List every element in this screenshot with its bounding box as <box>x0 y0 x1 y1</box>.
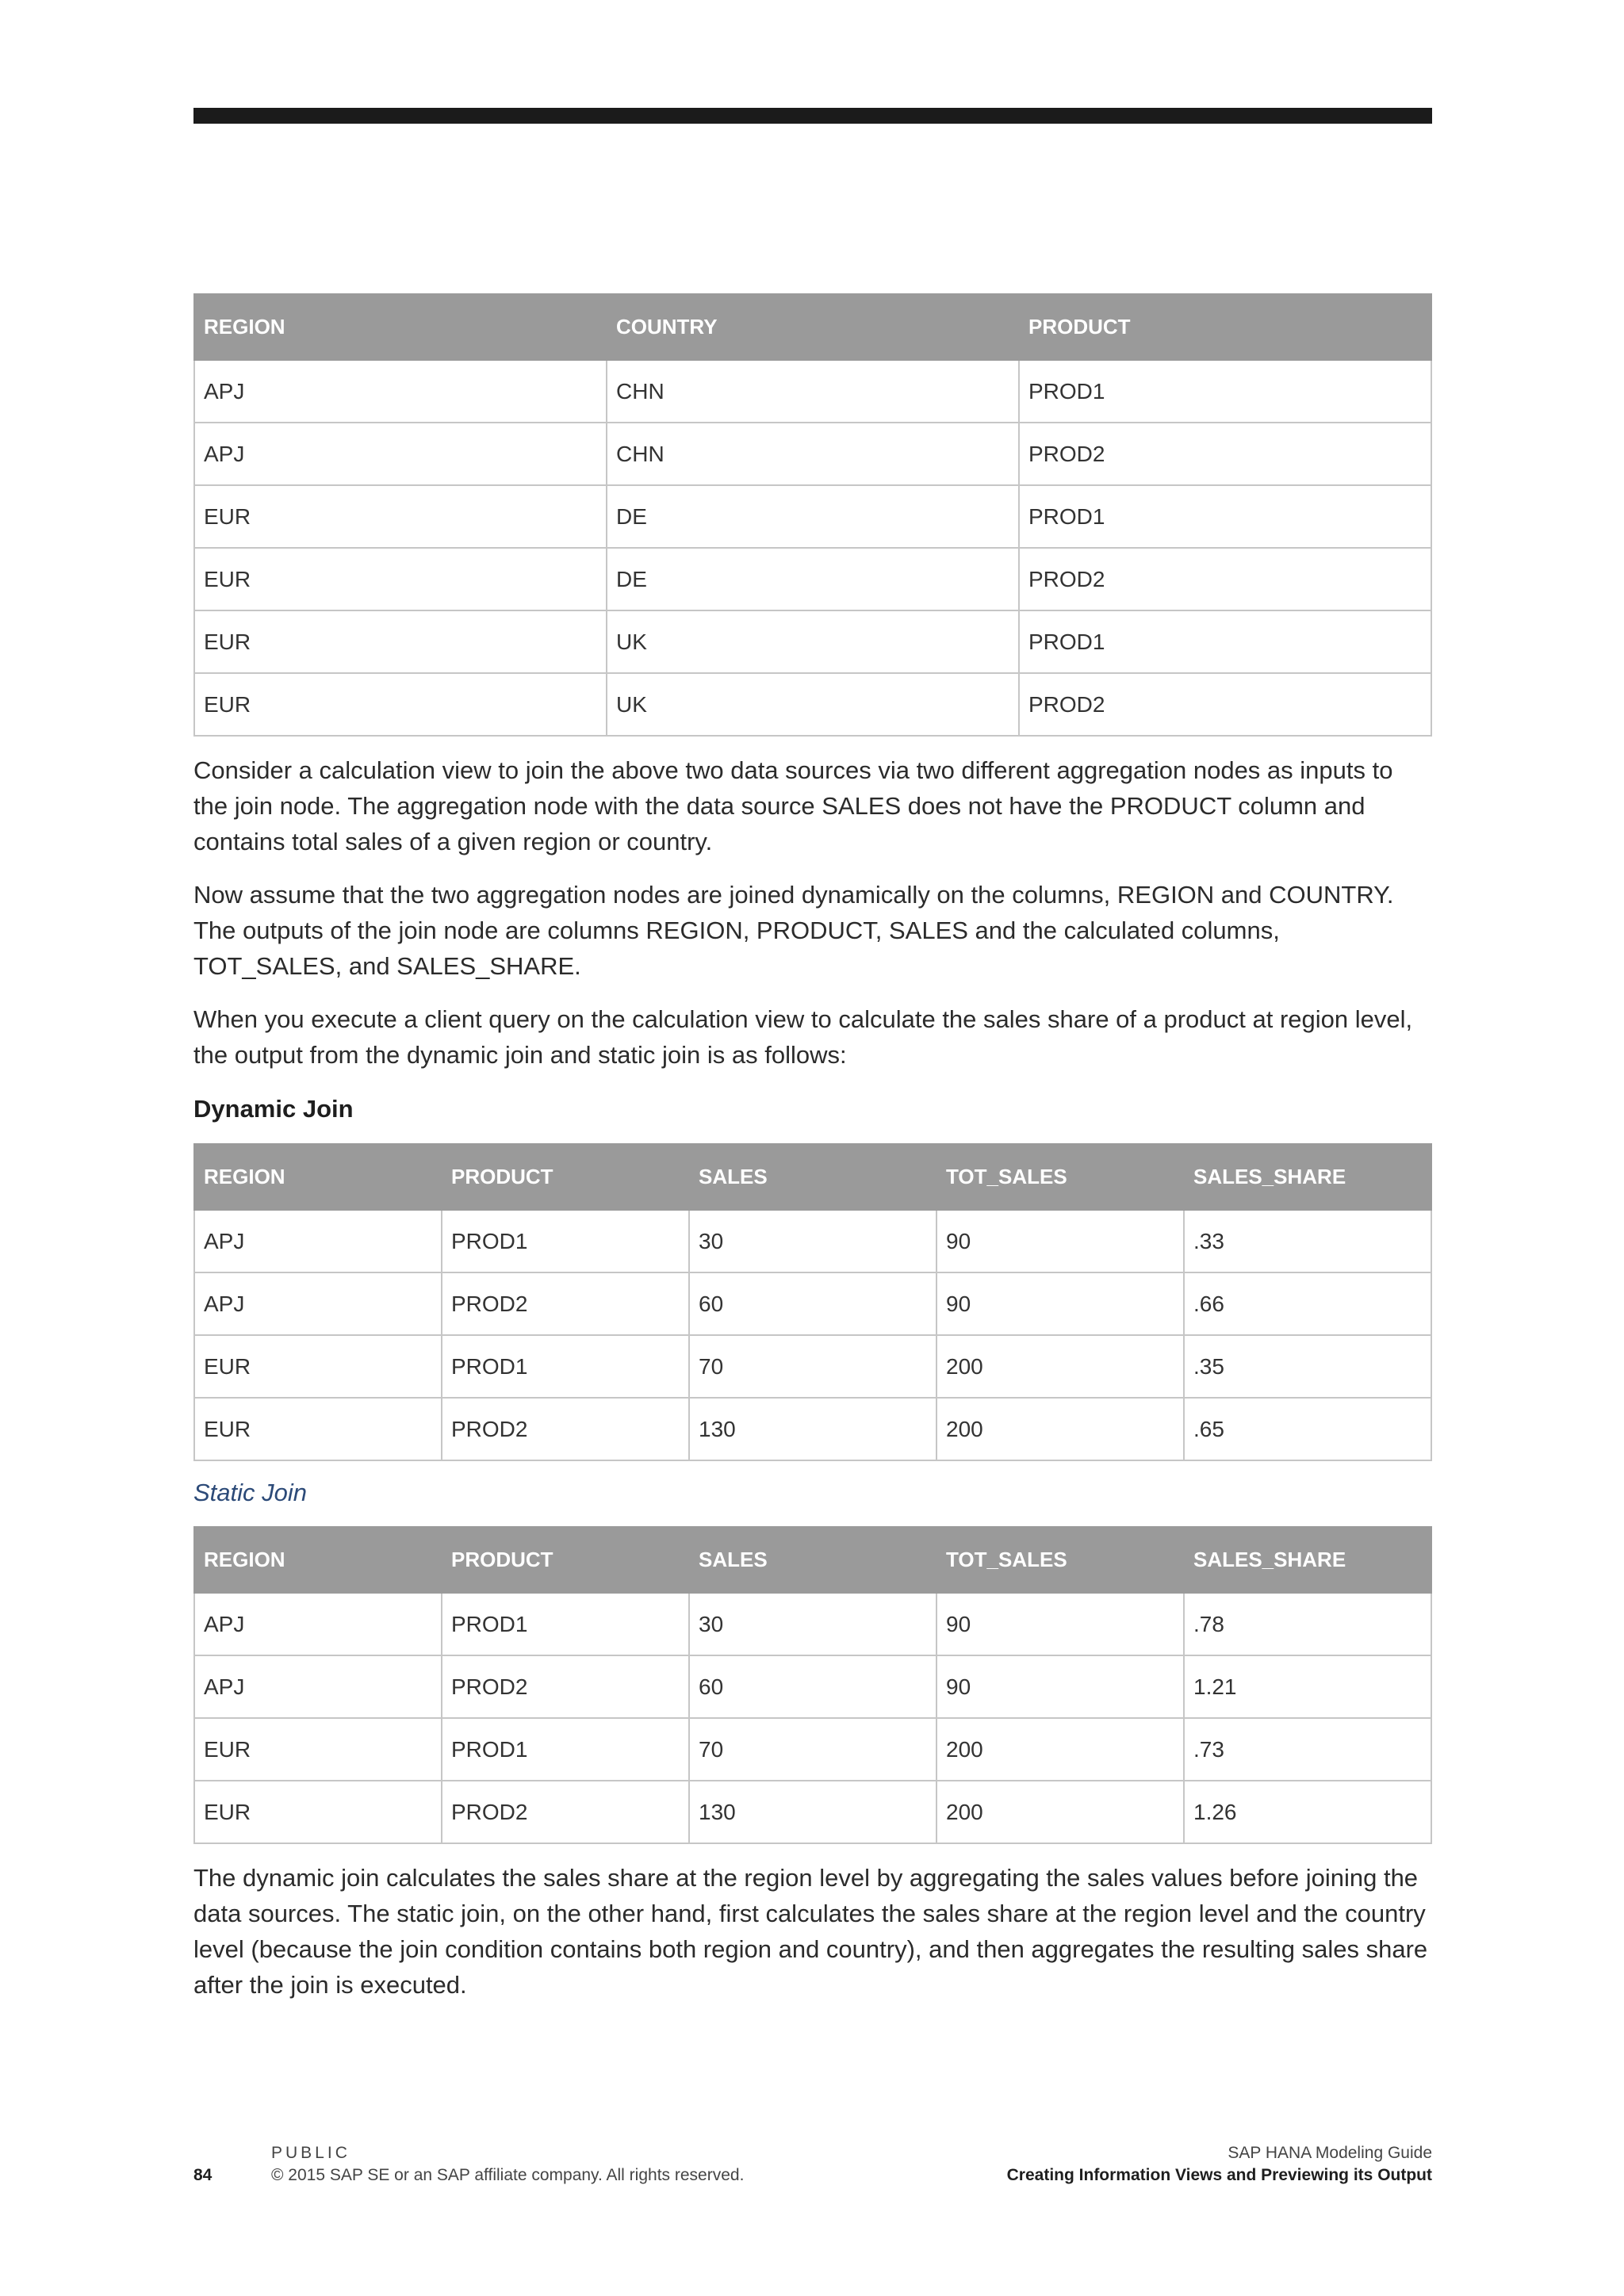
paragraph-join-comparison: The dynamic join calculates the sales share at the region level by aggregating the sales values before joining the data sources. The static join, on the other hand, first calculates the sales share at the region level and the country level (because the join condition contains both region and country), and then aggregates the resulting sales share after the join is executed. <box>193 1864 1428 1999</box>
table-header-row <box>194 1144 1431 1210</box>
table-row <box>194 1655 1431 1718</box>
table-cell: EUR <box>194 673 607 736</box>
paragraph-client-query: When you execute a client query on the calculation view to calculate the sales share of a product at region level, the output from the dynamic join and static join is as follows: <box>193 1005 1413 1069</box>
table-cell: APJ <box>194 423 607 485</box>
table-cell: 60 <box>689 1655 936 1718</box>
table-row <box>194 360 1431 423</box>
table-cell: .35 <box>1184 1335 1431 1398</box>
table-cell: .73 <box>1184 1718 1431 1781</box>
column-header: TOT_SALES <box>936 1527 1184 1593</box>
table-cell: .33 <box>1184 1210 1431 1272</box>
table-cell: EUR <box>194 1718 442 1781</box>
table-cell: APJ <box>194 1655 442 1718</box>
table-cell: 90 <box>936 1593 1184 1655</box>
table-cell: 200 <box>936 1335 1184 1398</box>
guide-title: SAP HANA Modeling Guide <box>1228 2144 1432 2162</box>
table-row <box>194 423 1431 485</box>
table-cell: PROD2 <box>442 1781 689 1843</box>
paragraph-calculation-view: Consider a calculation view to join the above two data sources via two different aggregation nodes as inputs to the join node. The aggregation node with the data source SALES does not have the PRODUCT column and contains total sales of a given region or country. <box>193 756 1393 855</box>
table-cell: 70 <box>689 1718 936 1781</box>
table-cell: UK <box>607 610 1019 673</box>
table-cell: PROD1 <box>442 1593 689 1655</box>
table-cell: 90 <box>936 1210 1184 1272</box>
table-cell: EUR <box>194 485 607 548</box>
column-header: PRODUCT <box>442 1527 689 1593</box>
table-row <box>194 1272 1431 1335</box>
table-cell: 200 <box>936 1718 1184 1781</box>
table-cell: APJ <box>194 1210 442 1272</box>
copyright-notice: © 2015 SAP SE or an SAP affiliate company. All rights reserved. <box>271 2166 745 2184</box>
column-header: PRODUCT <box>1019 294 1431 360</box>
static-join-heading: Static Join <box>193 1479 308 1506</box>
column-header: SALES_SHARE <box>1184 1527 1431 1593</box>
dynamic-join-heading: Dynamic Join <box>193 1095 354 1123</box>
column-header: REGION <box>194 294 607 360</box>
column-header: REGION <box>194 1144 442 1210</box>
table-row <box>194 1398 1431 1460</box>
table-row <box>194 548 1431 610</box>
header-rule <box>193 108 1432 124</box>
table-row <box>194 1781 1431 1843</box>
table-cell: APJ <box>194 1593 442 1655</box>
column-header: COUNTRY <box>607 294 1019 360</box>
paragraph-dynamic-join-setup: Now assume that the two aggregation nodes are joined dynamically on the columns, REGION and COUNTRY. The outputs of the join node are columns REGION, PRODUCT, SALES and the calculated columns, TOT_SALES, and SALES_SHARE. <box>193 881 1394 980</box>
table-header-row <box>194 1527 1431 1593</box>
table-cell: EUR <box>194 1781 442 1843</box>
table-cell: DE <box>607 548 1019 610</box>
table-row <box>194 673 1431 736</box>
table-cell: PROD2 <box>1019 673 1431 736</box>
table-cell: 90 <box>936 1655 1184 1718</box>
static-join-table <box>193 1526 1432 1844</box>
column-header: PRODUCT <box>442 1144 689 1210</box>
table-row <box>194 610 1431 673</box>
table-cell: PROD2 <box>442 1655 689 1718</box>
table-cell: EUR <box>194 548 607 610</box>
table-row <box>194 1335 1431 1398</box>
table-cell: PROD1 <box>1019 610 1431 673</box>
column-header: TOT_SALES <box>936 1144 1184 1210</box>
table-cell: PROD2 <box>442 1272 689 1335</box>
table-cell: PROD1 <box>1019 485 1431 548</box>
table-row <box>194 485 1431 548</box>
table-cell: 70 <box>689 1335 936 1398</box>
table-cell: PROD2 <box>442 1398 689 1460</box>
table-cell: .78 <box>1184 1593 1431 1655</box>
table-cell: 30 <box>689 1593 936 1655</box>
table-cell: 200 <box>936 1781 1184 1843</box>
table-cell: PROD1 <box>442 1335 689 1398</box>
table-cell: EUR <box>194 1398 442 1460</box>
table-cell: EUR <box>194 1335 442 1398</box>
table-cell: PROD1 <box>1019 360 1431 423</box>
table-cell: DE <box>607 485 1019 548</box>
table-cell: APJ <box>194 1272 442 1335</box>
table-row <box>194 1210 1431 1272</box>
table-header-row <box>194 294 1431 360</box>
dynamic-join-table <box>193 1143 1432 1461</box>
table-cell: APJ <box>194 360 607 423</box>
table-cell: 60 <box>689 1272 936 1335</box>
page-content <box>193 293 1432 2003</box>
region-country-product-table <box>193 293 1432 737</box>
classification-label: PUBLIC <box>271 2144 350 2162</box>
table-cell: EUR <box>194 610 607 673</box>
table-cell: .65 <box>1184 1398 1431 1460</box>
table-cell: PROD1 <box>442 1718 689 1781</box>
table-cell: .66 <box>1184 1272 1431 1335</box>
chapter-title: Creating Information Views and Previewing its Output <box>1006 2166 1432 2184</box>
table-row <box>194 1718 1431 1781</box>
table-cell: PROD2 <box>1019 548 1431 610</box>
column-header: REGION <box>194 1527 442 1593</box>
table-cell: 200 <box>936 1398 1184 1460</box>
table-cell: CHN <box>607 360 1019 423</box>
column-header: SALES <box>689 1527 936 1593</box>
page-number: 84 <box>193 2166 213 2184</box>
table-cell: 30 <box>689 1210 936 1272</box>
table-cell: 90 <box>936 1272 1184 1335</box>
table-cell: 1.26 <box>1184 1781 1431 1843</box>
table-cell: 130 <box>689 1398 936 1460</box>
column-header: SALES_SHARE <box>1184 1144 1431 1210</box>
table-row <box>194 1593 1431 1655</box>
table-cell: PROD1 <box>442 1210 689 1272</box>
table-cell: 130 <box>689 1781 936 1843</box>
table-cell: 1.21 <box>1184 1655 1431 1718</box>
column-header: SALES <box>689 1144 936 1210</box>
table-cell: CHN <box>607 423 1019 485</box>
table-cell: PROD2 <box>1019 423 1431 485</box>
table-cell: UK <box>607 673 1019 736</box>
